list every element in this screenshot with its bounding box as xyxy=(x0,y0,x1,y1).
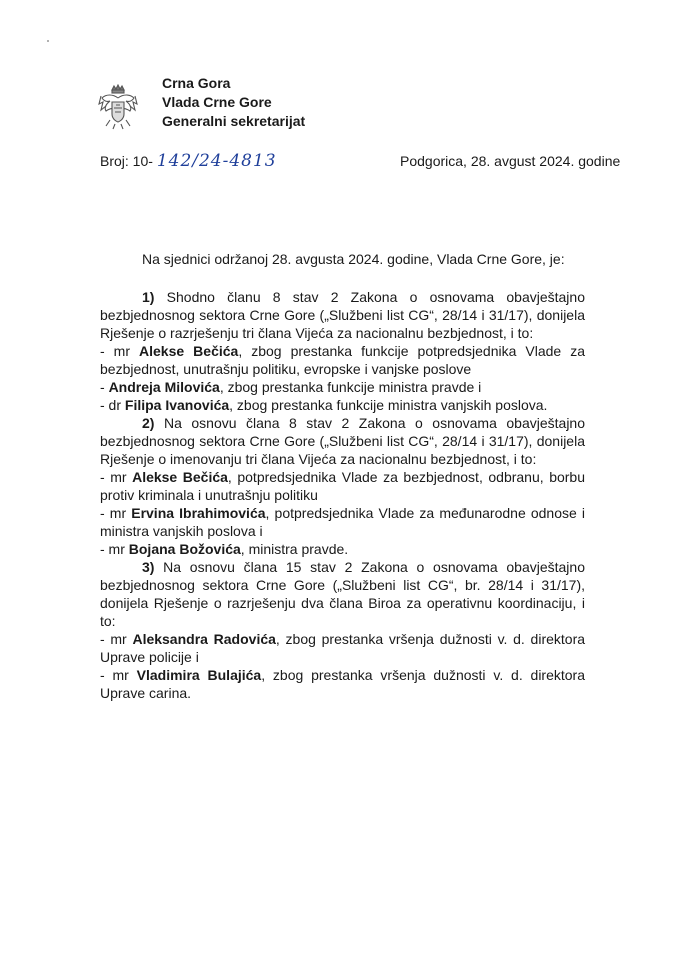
decision-paragraph xyxy=(100,414,585,468)
person-prefix: - xyxy=(100,379,109,395)
person-prefix: - mr xyxy=(100,541,129,557)
person-prefix: - mr xyxy=(100,343,140,359)
letterhead xyxy=(162,74,305,131)
person-name: Aleksandra Radovića xyxy=(132,631,276,647)
header-government: Vlada Crne Gore xyxy=(162,94,272,110)
person-line xyxy=(100,666,585,702)
person-name: Alekse Bečića xyxy=(132,469,228,485)
person-prefix: - mr xyxy=(100,469,133,485)
person-line xyxy=(100,630,585,666)
header-secretariat: Generalni sekretarijat xyxy=(162,113,306,129)
decisions-body xyxy=(100,284,585,702)
coat-of-arms-icon xyxy=(98,84,138,130)
decision-text: Na osnovu člana 8 stav 2 Zakona o osnovama obavještajno bezbjednosnog sektora Crne Gore („Službeni list CG“, 28/14 i 31/17), donijela Rješenje o imenovanju tri člana Vijeća za nacionalnu bezbjednost, i to: xyxy=(100,415,585,467)
person-prefix: - dr xyxy=(100,397,125,413)
intro-sentence: Na sjednici održanoj 28. avgusta 2024. godine, Vlada Crne Gore, je: xyxy=(142,251,565,267)
decision-paragraph xyxy=(100,288,585,342)
reference-label: Broj: 10- xyxy=(100,153,153,169)
person-name: Filipa Ivanovića xyxy=(124,397,230,413)
person-name: Andreja Milovića xyxy=(108,379,220,395)
person-line xyxy=(100,396,585,414)
person-detail: , zbog prestanka vršenja dužnosti v. d. direktora Uprave policije i xyxy=(100,631,586,665)
person-name: Alekse Bečića xyxy=(139,343,239,359)
person-detail: , potpredsjednika Vlade za međunarodne odnose i ministra vanjskih poslova i xyxy=(100,505,586,539)
decision-paragraph xyxy=(100,558,585,630)
person-line xyxy=(100,540,585,558)
person-detail: , zbog prestanka funkcije ministra vanjskih poslova. xyxy=(229,397,548,413)
person-detail: , zbog prestanka vršenja dužnosti v. d. direktora Uprave carina. xyxy=(100,667,586,701)
person-line xyxy=(100,468,585,504)
person-name: Bojana Božovića xyxy=(128,541,241,557)
decision-number: 3) xyxy=(142,559,155,575)
header-country: Crna Gora xyxy=(162,75,231,91)
decision-text: Shodno članu 8 stav 2 Zakona o osnovama obavještajno bezbjednosnog sektora Crne Gore („Službeni list CG“, 28/14 i 31/17), donijela Rješenje o razrješenju tri člana Vijeća za nacionalnu bezbjednost, i to: xyxy=(100,289,585,341)
decision-text: Na osnovu člana 15 stav 2 Zakona o osnovama obavještajno bezbjednosnog sektora Crne Gore („Službeni list CG“, br. 28/14 i 31/17), donijela Rješenje o razrješenju dva člana Biroa za operativnu koordinaciju, i to: xyxy=(100,559,585,629)
person-prefix: - mr xyxy=(100,667,137,683)
person-prefix: - mr xyxy=(100,631,133,647)
decision-number: 1) xyxy=(142,289,155,305)
scan-speck xyxy=(47,40,49,42)
person-name: Vladimira Bulajića xyxy=(136,667,262,683)
person-line xyxy=(100,378,585,396)
person-detail: , zbog prestanka funkcije potpredsjednika Vlade za bezbjednost, unutrašnju politiku, evropske i vanjske poslove xyxy=(100,343,585,377)
person-detail: , zbog prestanka funkcije ministra pravde i xyxy=(219,379,482,395)
person-line xyxy=(100,504,585,540)
person-detail: , potpredsjednika Vlade za bezbjednost, odbranu, borbu protiv kriminala i unutrašnju politiku xyxy=(100,469,585,503)
handwritten-reference: 142/24-4813 xyxy=(156,151,277,171)
person-detail: , ministra pravde. xyxy=(240,541,349,557)
person-line xyxy=(100,342,585,378)
person-prefix: - mr xyxy=(100,505,132,521)
decision-number: 2) xyxy=(142,415,155,431)
dateline: Podgorica, 28. avgust 2024. godine xyxy=(400,153,621,169)
person-name: Ervina Ibrahimovića xyxy=(131,505,266,521)
reference-number xyxy=(100,151,277,171)
